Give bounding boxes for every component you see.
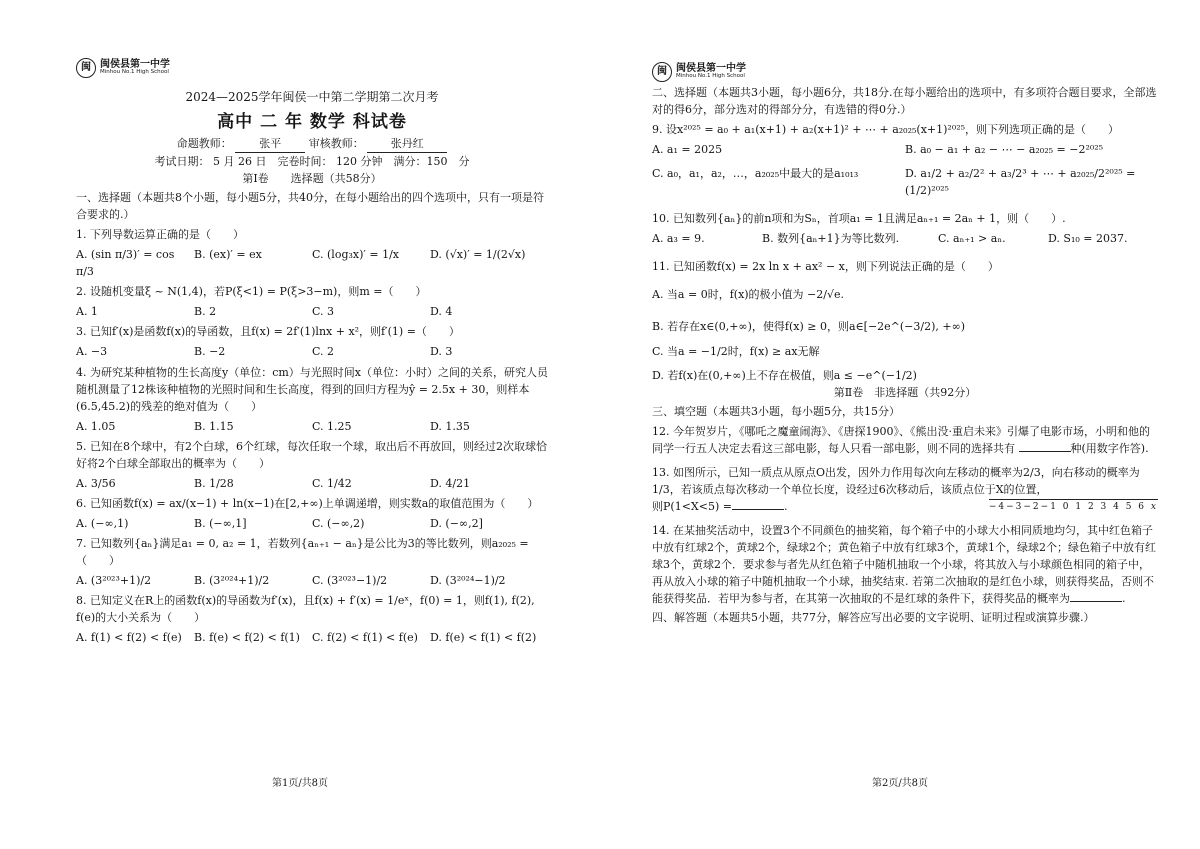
- question-number: 12.: [652, 424, 670, 438]
- question-stem: 已知数列{aₙ}的前n项和为Sₙ，首项a₁ = 1且满足aₙ₊₁ = 2aₙ + 1，则（ ）.: [673, 212, 1066, 226]
- subject-title: 高中 二 年 数学 科试卷: [217, 111, 407, 132]
- question-number: 6.: [76, 496, 87, 510]
- question-12: [652, 423, 1158, 457]
- question-number: 1.: [76, 228, 87, 242]
- school-name-cn: 闽侯县第一中学: [100, 58, 170, 70]
- option-d: D. (√x)′ = 1/(2√x): [430, 248, 526, 262]
- option-a: A. (3²⁰²³+1)/2: [76, 574, 152, 588]
- question-stem: 已知f′(x)是函数f(x)的导函数，且f(x) = 2f′(1)lnx + x²，则f′(1) =（ ）: [90, 325, 460, 339]
- option-a: A. −3: [76, 345, 108, 359]
- option-d: D. S₁₀ = 2037.: [1048, 232, 1128, 246]
- teachers-line: [76, 135, 548, 153]
- school-logo: [652, 62, 1158, 82]
- probability-ask: 则P(1<X<5) =: [652, 499, 732, 513]
- option-b: B. 1.15: [194, 419, 234, 433]
- question-number: 11.: [652, 260, 670, 274]
- option-c: C. aₙ₊₁ > aₙ.: [938, 232, 1006, 246]
- option-b: B. 数列{aₙ+1}为等比数列.: [762, 232, 900, 246]
- answer-blank[interactable]: [1019, 451, 1071, 452]
- answer-blank[interactable]: [1070, 601, 1122, 602]
- option-a: A. 1.05: [76, 419, 116, 433]
- question-2: [76, 283, 548, 300]
- option-b: B. 1/28: [194, 476, 234, 490]
- options-row: [652, 230, 1158, 247]
- school-logo: [76, 58, 548, 78]
- exam-dates: 考试日期： 5 月 26 日 完卷时间： 120 分钟 满分：150 分: [154, 154, 470, 168]
- question-stem: 已知在8个球中，有2个白球，6个红球，每次任取一个球，取出后不再放回，则经过2次取球恰好将2个白球全部取出的概率为（ ）: [76, 439, 547, 470]
- question-number: 10.: [652, 212, 670, 226]
- option-d: D. a₁/2 + a₂/2² + a₃/2³ + ⋯ + a₂₀₂₅/2²⁰²⁵ = (1/2)²⁰²⁵: [905, 167, 1136, 198]
- question-number: 9.: [652, 123, 663, 137]
- volume-2-header: 第Ⅱ卷 非选择题（共92分）: [833, 385, 977, 399]
- option-c: C. 1.25: [312, 419, 352, 433]
- option-a: A. a₃ = 9.: [652, 232, 705, 246]
- option-c: C. 2: [312, 345, 335, 359]
- number-line: [989, 499, 1158, 515]
- option-b: B. (ex)′ = ex: [194, 248, 262, 262]
- question-tail: .: [1122, 592, 1126, 606]
- option-b: B. (−∞,1]: [194, 516, 247, 530]
- question-number: 7.: [76, 536, 87, 550]
- option-c: C. 1/42: [312, 476, 352, 490]
- question-5: [76, 438, 548, 472]
- option-c: C. a₀，a₁，a₂，…，a₂₀₂₅中最大的是a₁₀₁₃: [652, 167, 859, 181]
- answer-blank[interactable]: [732, 509, 784, 510]
- question-4: [76, 364, 548, 415]
- question-13-footer: 则P(1<X<5) = . −4−3−2−1 0 1 2 3 4 5 6 x: [652, 498, 1158, 515]
- section-3-instructions: 三、填空题（本题共3小题，每小题5分，共15分）: [652, 404, 900, 418]
- options-row: [76, 515, 548, 532]
- page-footer: 第2页/共8页: [871, 777, 929, 789]
- option-c: C. 3: [312, 305, 335, 319]
- options-row: [652, 141, 1158, 158]
- options-row: [76, 418, 548, 435]
- school-name-en: Minhou No.1 High School: [676, 73, 745, 80]
- question-stem: 今年贺岁片，《哪吒之魔童闹海》、《唐探1900》、《熊出没·重启未来》引爆了电影市场，小明和他的同学一行五人决定去看这三部电影，每人只看一部电影，则不同的选择共有: [652, 424, 1150, 455]
- question-list: [76, 226, 548, 646]
- options-row: [76, 629, 548, 646]
- question-8: [76, 592, 548, 626]
- question-number: 14.: [652, 523, 670, 537]
- school-seal-icon: 闽: [652, 62, 672, 82]
- question-14: [652, 522, 1158, 607]
- option-c: C. (−∞,2): [312, 516, 365, 530]
- volume-header: 第Ⅰ卷 选择题（共58分）: [242, 172, 382, 186]
- option-d: D. 若f(x)在(0,+∞)上不存在极值，则a ≤ −e^(−1/2): [652, 368, 917, 382]
- question-9: [652, 121, 1158, 138]
- exam-page-2: [600, 0, 1200, 849]
- question-stem: 为研究某种植物的生长高度y（单位：cm）与光照时间x（单位：小时）之间的关系，研究人员随机测量了12株该种植物的光照时间和生长高度，得到的回归方程为ŷ = 2.5x + 30，则样本(6.5,45.2)的残差的绝对值为（ ）: [76, 365, 549, 413]
- option-d: D. (3²⁰²⁴−1)/2: [430, 574, 506, 588]
- question-number: 3.: [76, 325, 87, 339]
- option-d: D. (−∞,2]: [430, 516, 483, 530]
- proposer-label: 命题教师：: [176, 136, 232, 150]
- section-1-instructions: 一、选择题（本题共8个小题，每小题5分，共40分，在每小题给出的四个选项中，只有一项是符合要求的.）: [76, 191, 544, 222]
- option-d: D. 1.35: [430, 419, 470, 433]
- option-b: B. 若存在x∈(0,+∞)，使得f(x) ≥ 0，则a∈[−2e^(−3/2), +∞): [652, 320, 966, 334]
- section-4-instructions: 四、解答题（本题共5小题，共77分，解答应写出必要的文字说明、证明过程或演算步骤.）: [652, 611, 1095, 625]
- option-a: A. (−∞,1): [76, 516, 129, 530]
- option-d: D. 3: [430, 345, 453, 359]
- question-number: 5.: [76, 439, 87, 453]
- page-footer: 第1页/共8页: [271, 777, 329, 789]
- option-b: B. f(e) < f(2) < f(1): [194, 631, 300, 645]
- question-stem: 已知数列{aₙ}满足a₁ = 0, a₂ = 1，若数列{aₙ₊₁ − aₙ}是公比为3的等比数列，则a₂₀₂₅ =（ ）: [76, 536, 529, 567]
- question-13: [652, 464, 1158, 498]
- exam-title: 2024—2025学年闽侯一中第二学期第二次月考: [185, 90, 439, 104]
- options-row: [76, 572, 548, 589]
- option-c: C. 当a = −1/2时，f(x) ≥ ax无解: [652, 344, 820, 358]
- question-stem: 下列导数运算正确的是（ ）: [90, 228, 244, 242]
- question-stem: 如图所示，已知一质点从原点O出发，因外力作用每次向左移动的概率为2/3，向右移动的概率为1/3，若该质点每次移动一个单位长度，设经过6次移动后，该质点位于X的位置，: [652, 465, 1140, 496]
- question-number: 2.: [76, 285, 87, 299]
- options-row: [76, 246, 548, 280]
- options-row: [76, 303, 548, 320]
- question-number: 13.: [652, 465, 670, 479]
- option-c: C. (3²⁰²³−1)/2: [312, 574, 388, 588]
- question-number: 8.: [76, 594, 87, 608]
- question-tail: 种(用数字作答).: [1070, 441, 1149, 455]
- option-b: B. (3²⁰²⁴+1)/2: [194, 574, 270, 588]
- question-stem: 设随机变量ξ ~ N(1,4)，若P(ξ<1) = P(ξ>3−m)，则m =（ ）: [90, 285, 427, 299]
- question-stem: 已知函数f(x) = 2x ln x + ax² − x，则下列说法正确的是（ ）: [673, 260, 999, 274]
- option-b: B. a₀ − a₁ + a₂ − ⋯ − a₂₀₂₅ = −2²⁰²⁵: [905, 143, 1104, 157]
- option-a: A. 当a = 0时，f(x)的极小值为 −2/√e.: [652, 288, 844, 302]
- option-c: C. (log₃x)′ = 1/x: [312, 248, 400, 262]
- options-row: [652, 165, 1158, 199]
- option-b: B. −2: [194, 345, 226, 359]
- question-7: [76, 535, 548, 569]
- question-6: [76, 495, 548, 512]
- option-d: D. f(e) < f(1) < f(2): [430, 631, 537, 645]
- number-line-variable: x: [1150, 502, 1158, 512]
- question-stem: 已知函数f(x) = ax/(x−1) + ln(x−1)在[2,+∞)上单调递增，则实数a的取值范围为（ ）: [90, 496, 539, 510]
- school-name-en: Minhou No.1 High School: [100, 69, 169, 76]
- section-2-instructions: 二、选择题（本题共3小题，每小题6分，共18分.在每小题给出的选项中，有多项符合题目要求，全部选对的得6分，部分选对的得部分分，有选错的得0分.）: [652, 86, 1157, 117]
- option-a: A. a₁ = 2025: [652, 143, 723, 157]
- option-c: C. f(2) < f(1) < f(e): [312, 631, 418, 645]
- question-10: [652, 210, 1158, 227]
- option-a: A. f(1) < f(2) < f(e): [76, 631, 182, 645]
- option-a: A. 1: [76, 305, 98, 319]
- school-name-cn: 闽侯县第一中学: [676, 62, 746, 74]
- question-number: 4.: [76, 365, 87, 379]
- option-b: B. 2: [194, 305, 217, 319]
- question-stem: 设x²⁰²⁵ = a₀ + a₁(x+1) + a₂(x+1)² + ⋯ + a₂₀₂₅(x+1)²⁰²⁵，则下列选项正确的是（ ）: [666, 123, 1120, 137]
- proposer-name: 张平: [235, 135, 305, 153]
- question-stem: 在某抽奖活动中，设置3个不同颜色的抽奖箱，每个箱子中的小球大小相同质地均匀，其中红色箱子中放有红球2个，黄球2个，绿球2个；黄色箱子中放有红球3个，黄球1个，绿球2个；绿色箱子中放有红球3个，黄球2个．要求参与者先从红色箱子中随机抽取一个小球，将其放入与小球颜色相同的箱子中，再从放入小球的箱子中随机抽取一个小球，抽奖结束. 若第二次抽取的是红色小球，则获得奖品，否则不能获得奖品．若甲为参与者，在其第一次抽取的不是红球的条件下，获得奖品的概率为: [652, 523, 1156, 606]
- question-1: [76, 226, 548, 243]
- options-row: [76, 475, 548, 492]
- question-stem: 已知定义在R上的函数f(x)的导函数为f′(x)，且f(x) + f′(x) = 1/eˣ，f(0) = 1，则f(1), f(2), f(e)的大小关系为（ ）: [76, 594, 535, 625]
- question-11: [652, 258, 1158, 275]
- number-line-ticks: −4−3−2−1 0 1 2 3 4 5 6: [988, 502, 1147, 512]
- option-a: A. (sin π/3)′ = cos π/3: [76, 248, 175, 279]
- option-d: D. 4/21: [430, 476, 471, 490]
- options-row: [76, 343, 548, 360]
- option-d: D. 4: [430, 305, 453, 319]
- reviewer-name: 张丹红: [367, 135, 447, 153]
- question-3: [76, 323, 548, 340]
- option-a: A. 3/56: [76, 476, 116, 490]
- reviewer-label: 审核教师：: [308, 136, 364, 150]
- school-seal-icon: 闽: [76, 58, 96, 78]
